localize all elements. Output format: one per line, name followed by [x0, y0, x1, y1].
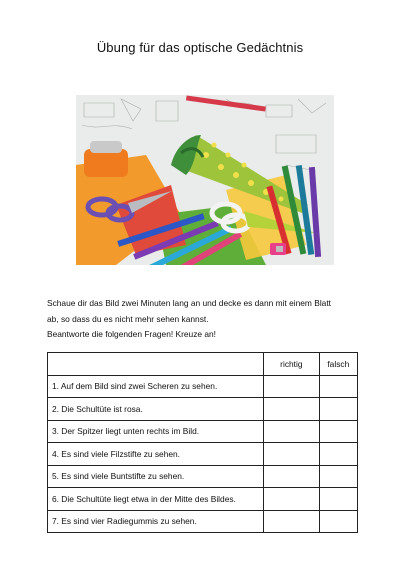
- falsch-checkbox-cell[interactable]: [319, 488, 357, 511]
- falsch-checkbox-cell[interactable]: [319, 465, 357, 488]
- header-richtig: richtig: [264, 353, 320, 376]
- instruction-line-1: Schaue dir das Bild zwei Minuten lang an und decke es dann mit einem Blatt: [47, 298, 331, 308]
- question-text: 1. Auf dem Bild sind zwei Scheren zu sehen.: [48, 375, 264, 398]
- question-text: 6. Die Schultüte liegt etwa in der Mitte des Bildes.: [48, 488, 264, 511]
- table-row: [48, 420, 358, 443]
- falsch-checkbox-cell[interactable]: [319, 375, 357, 398]
- richtig-checkbox-cell[interactable]: [264, 465, 320, 488]
- table-header-row: [48, 353, 358, 376]
- header-question: [48, 353, 264, 376]
- falsch-checkbox-cell[interactable]: [319, 420, 357, 443]
- school-supplies-photo: [76, 95, 334, 265]
- richtig-checkbox-cell[interactable]: [264, 510, 320, 533]
- table-row: [48, 510, 358, 533]
- table-row: [48, 375, 358, 398]
- question-text: 3. Der Spitzer liegt unten rechts im Bild.: [48, 420, 264, 443]
- richtig-checkbox-cell[interactable]: [264, 375, 320, 398]
- question-text: 2. Die Schultüte ist rosa.: [48, 398, 264, 421]
- table-row: [48, 465, 358, 488]
- page-title: Übung für das optische Gedächtnis: [96, 40, 304, 55]
- question-text: 4. Es sind viele Filzstifte zu sehen.: [48, 443, 264, 466]
- falsch-checkbox-cell[interactable]: [319, 443, 357, 466]
- table-row: [48, 488, 358, 511]
- richtig-checkbox-cell[interactable]: [264, 398, 320, 421]
- table-row: [48, 398, 358, 421]
- question-text: 5. Es sind viele Buntstifte zu sehen.: [48, 465, 264, 488]
- instruction-line-2: ab, so dass du es nicht mehr sehen kannst.: [47, 313, 209, 324]
- header-falsch: falsch: [319, 353, 357, 376]
- table-row: [48, 443, 358, 466]
- falsch-checkbox-cell[interactable]: [319, 510, 357, 533]
- quiz-table: [47, 352, 358, 533]
- falsch-checkbox-cell[interactable]: [319, 398, 357, 421]
- instructions: [47, 296, 367, 343]
- richtig-checkbox-cell[interactable]: [264, 488, 320, 511]
- richtig-checkbox-cell[interactable]: [264, 443, 320, 466]
- question-text: 7. Es sind vier Radiegummis zu sehen.: [48, 510, 264, 533]
- richtig-checkbox-cell[interactable]: [264, 420, 320, 443]
- instruction-line-3: Beantworte die folgenden Fragen! Kreuze an!: [47, 329, 217, 339]
